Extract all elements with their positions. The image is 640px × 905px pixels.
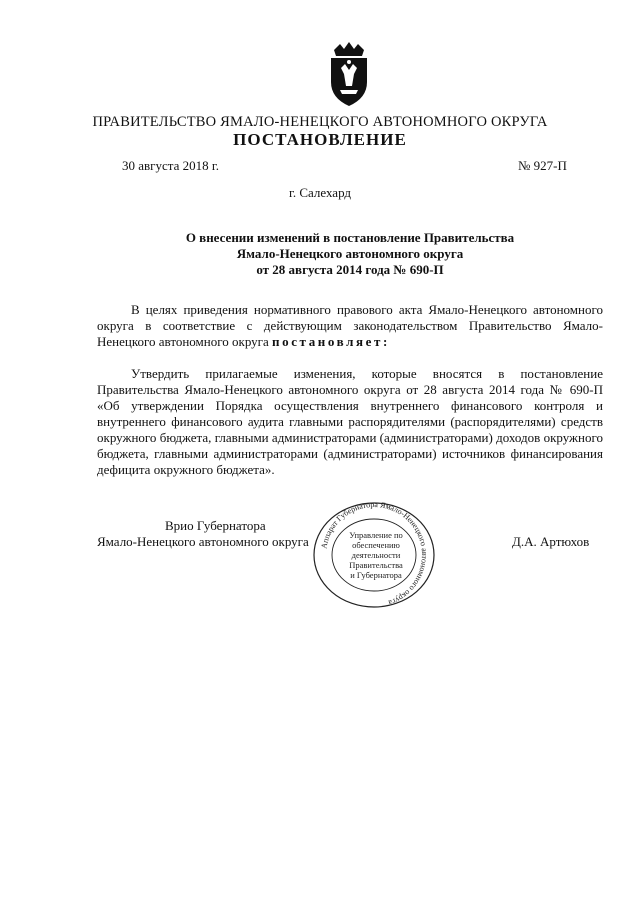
government-name: ПРАВИТЕЛЬСТВО ЯМАЛО-НЕНЕЦКОГО АВТОНОМНОГО ОКРУГА <box>92 114 548 130</box>
signatory-name: Д.А. Артюхов <box>512 534 590 549</box>
stamp-ring-text: Аппарат Губернатора Ямало-Ненецкого автономного округа <box>319 499 430 608</box>
document-date: 30 августа 2018 г. <box>122 158 219 173</box>
signatory-position-line-1: Врио Губернатора <box>165 518 266 533</box>
stamp-inner-line: деятельности <box>351 550 401 560</box>
document-type: ПОСТАНОВЛЕНИЕ <box>233 130 407 149</box>
stamp-inner-line: и Губернатора <box>350 570 402 580</box>
preamble-paragraph <box>97 302 603 350</box>
resolves-keyword: постановляет: <box>272 334 390 349</box>
document-city: г. Салехард <box>288 185 352 200</box>
title-line-3: от 28 августа 2014 года № 690-П <box>256 262 444 277</box>
document-number: № 927-П <box>518 158 567 173</box>
signatory-position <box>97 518 317 550</box>
stamp-inner-line: Правительства <box>349 560 403 570</box>
stamp-inner-line: Управление по <box>349 530 403 540</box>
signatory-position-line-2: Ямало-Ненецкого автономного округа <box>97 534 309 549</box>
preamble-text: В целях приведения нормативного правового акта Ямало-Ненецкого автономного округа в соответствие с действующим законодательством Правительство Ямало-Ненецкого автономного округа <box>97 302 603 349</box>
stamp-inner-text <box>338 530 414 580</box>
resolution-text: Утвердить прилагаемые изменения, которые вносятся в постановление Правительства Ямало-Ненецкого автономного округа от 28 августа 2014 года № 690-П «Об утверждении Порядка осуществления внутреннего финансового контроля и внутреннего финансового аудита главными распорядителями (распорядителями) средств окружного бюджета, главными администраторами (администраторами) доходов окружного бюджета, главными администраторами (администраторами) источников финансирования дефицита окружного бюджета». <box>97 366 603 477</box>
resolution-paragraph <box>97 366 603 478</box>
coat-of-arms-icon <box>326 40 372 110</box>
title-line-1: О внесении изменений в постановление Правительства <box>185 230 515 245</box>
title-line-2: Ямало-Ненецкого автономного округа <box>236 246 464 261</box>
document-title <box>120 230 580 278</box>
stamp-inner-line: обеспечению <box>352 540 400 550</box>
